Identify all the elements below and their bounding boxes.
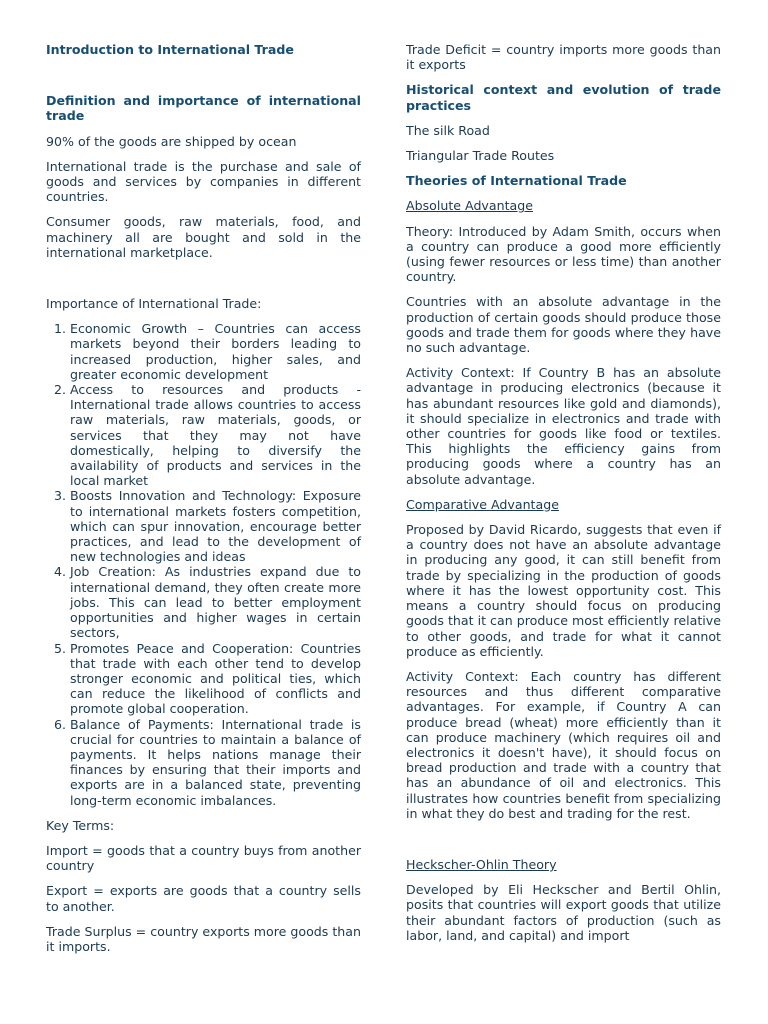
importance-item-economic-growth: 1. Economic Growth – Countries can access markets beyond their borders leading to increased production, higher sales, and greater economic development — [70, 321, 361, 382]
importance-list — [46, 321, 361, 808]
triangular-trade-text: Triangular Trade Routes — [406, 148, 555, 164]
key-term-import: Import = goods that a country buys from another country — [46, 842, 361, 874]
absolute-advantage-explanation: Countries with an absolute advantage in the production of certain goods should produce those goods and trade them for goods where they have no such advantage. — [406, 294, 721, 356]
marketplace-paragraph: Consumer goods, raw materials, food, and machinery all are bought and sold in the international marketplace. — [46, 214, 361, 260]
absolute-advantage-heading: Absolute Advantage — [406, 198, 533, 214]
definition-heading: Definition and importance of international trade — [46, 93, 361, 124]
importance-heading: Importance of International Trade: — [46, 296, 262, 312]
heckscher-ohlin-heading: Heckscher-Ohlin Theory — [406, 856, 557, 872]
historical-heading: Historical context and evolution of trade practices — [406, 82, 721, 113]
absolute-advantage-theory: Theory: Introduced by Adam Smith, occurs when a country can produce a good more efficiently (using fewer resources or less time) than another country. — [406, 223, 721, 285]
key-term-trade-deficit: Trade Deficit = country imports more goods than it exports — [406, 42, 721, 73]
importance-item-balance-payments: 6. Balance of Payments: International trade is crucial for countries to maintain a balance of payments. It helps nations manage their finances by ensuring that their imports and exports are in a balanced state, preventing long-term economic imbalances. — [70, 717, 361, 808]
silk-road-text: The silk Road — [406, 122, 490, 138]
comparative-advantage-activity: Activity Context: Each country has different resources and thus different comparative advantages. For example, if Country A can produce bread (wheat) more efficiently than it can produce machinery (which requires oil and electronics it doesn't have), it should focus on bread production and trade with a country that has an abundance of oil and electronics. This illustrates how countries benefit from specializing in what they do best and trading for the rest. — [406, 668, 721, 821]
importance-item-job-creation: 4. Job Creation: As industries expand due to international demand, they often create more jobs. This can lead to better employment opportunities and higher wages in certain sectors, — [70, 564, 361, 640]
comparative-advantage-theory: Proposed by David Ricardo, suggests that even if a country does not have an absolute advantage in producing any good, it can still benefit from trade by specializing in the production of goods where it has the lowest opportunity cost. This means a country should focus on producing goods that it can produce most efficiently relative to other goods, and trade for what it cannot produce as efficiently. — [406, 522, 721, 659]
heckscher-ohlin-text: Developed by Eli Heckscher and Bertil Ohlin, posits that countries will export goods that utilize their abundant factors of production (such as labor, land, and capital) and import — [406, 882, 721, 943]
comparative-advantage-heading: Comparative Advantage — [406, 496, 559, 512]
absolute-advantage-activity: Activity Context: If Country B has an absolute advantage in producing electronics (because it has abundant resources like gold and diamonds), it should specialize in electronics and trade with other countries for goods like food or textiles. This highlights the efficiency gains from producing goods where a country has an absolute advantage. — [406, 365, 721, 487]
key-term-export: Export = exports are goods that a country sells to another. — [46, 883, 361, 914]
importance-item-peace: 5. Promotes Peace and Cooperation: Countries that trade with each other tend to develop stronger economic and political ties, which can reduce the likelihood of conflicts and promote global cooperation. — [70, 641, 361, 717]
importance-item-access-resources: 2. Access to resources and products - International trade allows countries to access raw materials, raw materials, goods, or services that they may not have domestically, helping to diversify the availability of products and services in the local market — [70, 382, 361, 488]
key-term-trade-surplus: Trade Surplus = country exports more goods than it imports. — [46, 923, 361, 954]
theories-heading: Theories of International Trade — [406, 173, 627, 189]
left-column — [46, 42, 361, 964]
definition-paragraph: International trade is the purchase and sale of goods and services by companies in different countries. — [46, 158, 361, 205]
key-terms-heading: Key Terms: — [46, 817, 115, 833]
ocean-shipping-paragraph: 90% of the goods are shipped by ocean — [46, 133, 297, 149]
document-title: Introduction to International Trade — [46, 42, 294, 57]
importance-item-innovation: 3. Boosts Innovation and Technology: Exposure to international markets fosters competition, which can spur innovation, encourage better practices, and lead to the development of new technologies and ideas — [70, 488, 361, 564]
right-column — [406, 42, 721, 953]
